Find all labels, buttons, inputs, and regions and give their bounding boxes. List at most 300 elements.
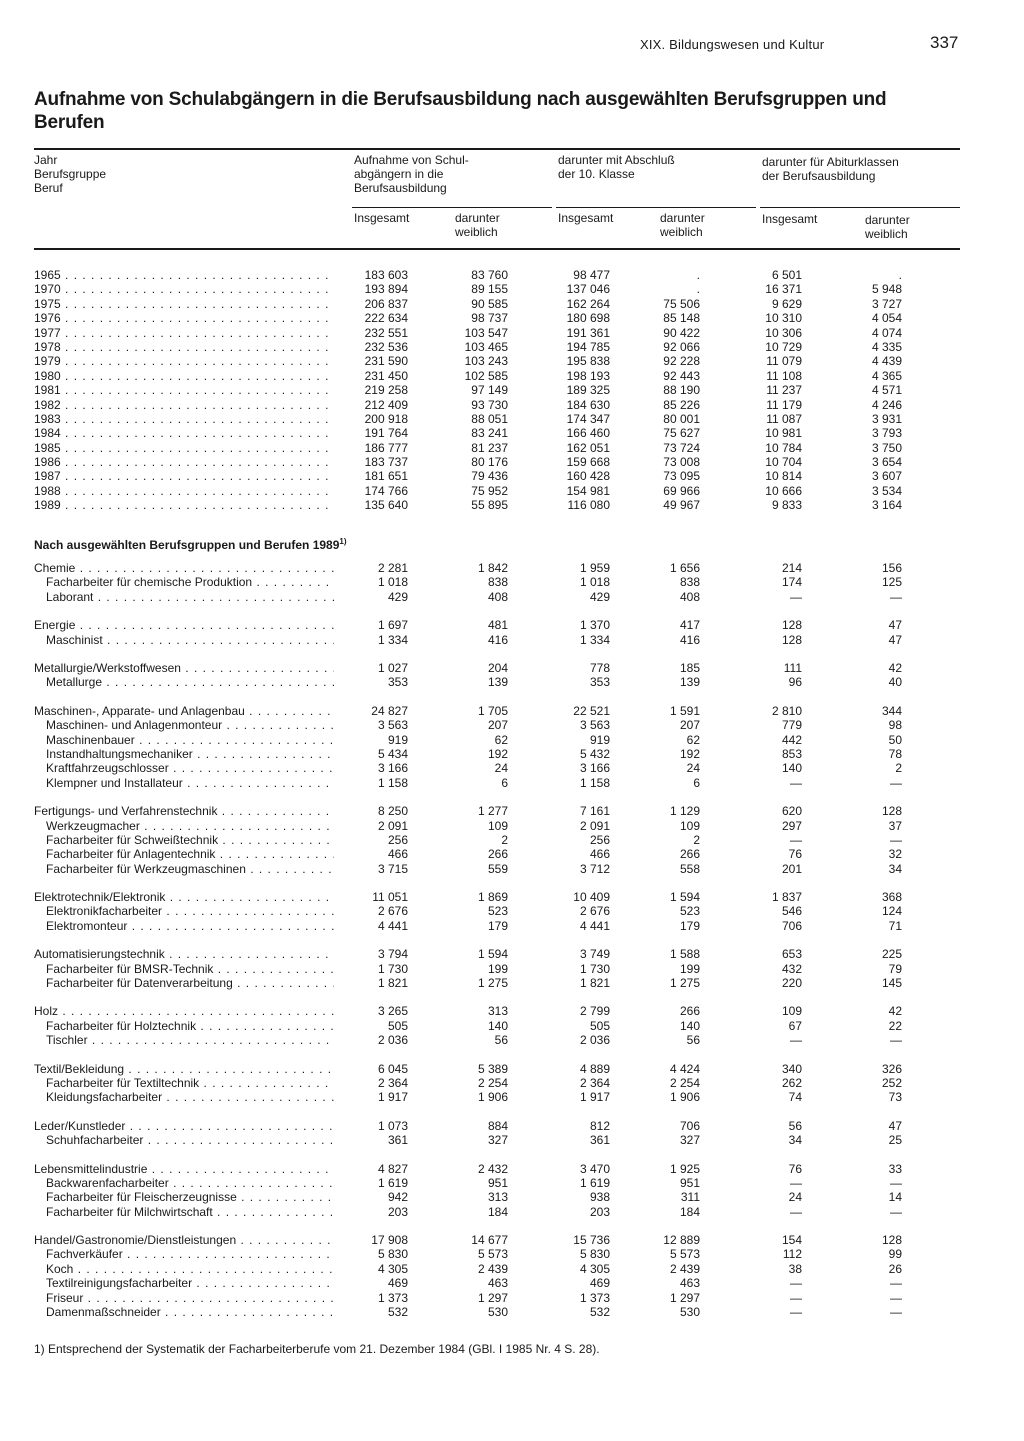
cell-value: 313 (487, 1190, 508, 1205)
table-row-year (34, 469, 960, 483)
cell-value: 25 (888, 1133, 902, 1148)
row-label: 1980 . . . (34, 369, 334, 383)
row-label: Klempner und Installateur . . . (46, 776, 334, 790)
cell-value: — (890, 1290, 902, 1305)
cell-value: 24 (788, 1190, 802, 1205)
cell-value: 10 306 (765, 325, 802, 340)
page-title: Aufnahme von Schulabgängern in die Berufsausbildung nach ausgewählten Berufsgruppen und Berufen (34, 89, 887, 133)
table-row-occupation (34, 1190, 960, 1204)
cell-value: 1 821 (579, 976, 610, 991)
cell-value: 116 080 (567, 498, 610, 513)
cell-value: 207 (487, 718, 508, 733)
cell-value: — (790, 1033, 802, 1048)
cell-value: 6 045 (377, 1061, 408, 1076)
table-row-occupation (34, 1276, 960, 1290)
cell-value: 109 (679, 818, 700, 833)
table-row-occupation (34, 1076, 960, 1090)
cell-value: 183 737 (364, 455, 408, 470)
table-row-occupation (34, 747, 960, 761)
section-heading-label: Nach ausgewählten Berufsgruppen und Berufen 1989 (34, 537, 340, 552)
cell-value: 90 422 (663, 325, 700, 340)
cell-value: 1 619 (579, 1175, 610, 1190)
table-row-occupation (34, 919, 960, 933)
row-label: Metallurge . . . (46, 675, 334, 689)
cell-value: 2 364 (377, 1075, 408, 1090)
cell-value: 4 571 (871, 383, 902, 398)
cell-value: — (790, 1276, 802, 1291)
cell-value: 1 297 (669, 1290, 700, 1305)
cell-value: 3 750 (871, 440, 902, 455)
header-subrule-2 (556, 207, 756, 208)
cell-value: 3 166 (579, 761, 610, 776)
cell-value: 2 091 (377, 818, 408, 833)
cell-value: 1 277 (477, 804, 508, 819)
row-label: Fachverkäufer . . . (46, 1247, 334, 1261)
cell-value: 55 895 (471, 498, 508, 513)
cell-value: 5 830 (377, 1247, 408, 1262)
cell-value: 262 (781, 1075, 802, 1090)
row-label: Energie . . . (34, 618, 334, 632)
header-stub: Jahr Berufsgruppe Beruf (34, 153, 107, 195)
cell-value: 2 676 (579, 904, 610, 919)
cell-value: 231 590 (364, 354, 408, 369)
row-label: Facharbeiter für Schweißtechnik . . . (46, 833, 334, 847)
table-row-year (34, 426, 960, 440)
cell-value: 154 981 (566, 483, 610, 498)
row-label: Elektrotechnik/Elektronik . . . (34, 890, 334, 904)
section-heading-text (34, 535, 734, 552)
cell-value: 327 (679, 1133, 700, 1148)
cell-value: 47 (888, 1118, 902, 1133)
cell-value: 779 (781, 718, 802, 733)
cell-value: 3 749 (579, 947, 610, 962)
cell-value: 1 869 (477, 890, 508, 905)
row-label: Schuhfacharbeiter . . . (46, 1133, 334, 1147)
cell-value: 256 (387, 832, 408, 847)
table-row-year (34, 282, 960, 296)
header-group-10th-class: darunter mit Abschluß der 10. Klasse (558, 153, 675, 181)
cell-value: 183 603 (364, 268, 408, 282)
cell-value: 88 190 (663, 383, 700, 398)
row-label: Facharbeiter für Datenverarbeitung . . . (46, 976, 334, 990)
cell-value: — (890, 775, 902, 790)
table-row-occupation (34, 1090, 960, 1104)
cell-value: 6 (501, 775, 508, 790)
cell-value: . (696, 268, 700, 282)
cell-value: 10 666 (765, 483, 802, 498)
cell-value: 1 275 (477, 976, 508, 991)
cell-value: 853 (781, 746, 802, 761)
table-row-occupation (34, 590, 960, 604)
cell-value: 429 (589, 589, 610, 604)
cell-value: 432 (781, 961, 802, 976)
cell-value: 81 237 (471, 440, 508, 455)
cell-value: 706 (679, 1118, 700, 1133)
table-row-group (34, 1162, 960, 1176)
cell-value: 3 712 (579, 861, 610, 876)
cell-value: 204 (487, 660, 508, 675)
cell-value: 1 917 (377, 1090, 408, 1105)
cell-value: 353 (589, 675, 610, 690)
footnote: 1) Entsprechend der Systematik der Facharbeiterberufe vom 21. Dezember 1984 (GBl. I 1985 Nr. 4 S. 28). (34, 1342, 600, 1356)
cell-value: 98 477 (573, 268, 610, 282)
cell-value: 4 365 (871, 368, 902, 383)
cell-value: 22 (888, 1018, 902, 1033)
row-label: 1965 . . . (34, 268, 334, 282)
cell-value: 532 (589, 1305, 610, 1320)
cell-value: 838 (487, 575, 508, 590)
row-label: Facharbeiter für chemische Produktion . . . (46, 575, 334, 589)
cell-value: 83 241 (471, 426, 508, 441)
cell-value: 17 908 (371, 1233, 408, 1248)
cell-value: 10 814 (765, 469, 802, 484)
cell-value: 344 (881, 703, 902, 718)
cell-value: 125 (881, 575, 902, 590)
cell-value: 5 389 (477, 1061, 508, 1076)
cell-value: 11 237 (766, 383, 802, 398)
header-group-abitur: darunter für Abiturklassen der Berufsausbildung (762, 155, 899, 183)
footnote-mark: 1) (339, 536, 347, 546)
table-row-occupation (34, 733, 960, 747)
cell-value: 4 305 (579, 1261, 610, 1276)
cell-value: 361 (387, 1133, 408, 1148)
cell-value: 1 027 (377, 660, 408, 675)
row-label: Tischler . . . (46, 1033, 334, 1047)
cell-value: 73 095 (663, 469, 700, 484)
cell-value: 33 (888, 1161, 902, 1176)
cell-value: 2 (501, 832, 508, 847)
cell-value: 463 (487, 1276, 508, 1291)
cell-value: 442 (781, 732, 802, 747)
cell-value: 71 (888, 918, 902, 933)
cell-value: 266 (679, 1004, 700, 1019)
cell-value: 530 (679, 1305, 700, 1320)
cell-value: 558 (679, 861, 700, 876)
cell-value: 195 838 (566, 354, 610, 369)
cell-value: 10 981 (765, 426, 802, 441)
row-label: Lebensmittelindustrie . . . (34, 1162, 334, 1176)
cell-value: 16 371 (765, 282, 802, 297)
cell-value: 75 952 (471, 483, 508, 498)
cell-value: 102 585 (464, 368, 508, 383)
cell-value: 38 (788, 1261, 802, 1276)
cell-value: 128 (781, 618, 802, 633)
cell-value: 24 (686, 761, 700, 776)
table-row-year (34, 498, 960, 512)
cell-value: 4 889 (579, 1061, 610, 1076)
cell-value: 706 (781, 918, 802, 933)
row-label: 1978 . . . (34, 340, 334, 354)
row-label: Textil/Bekleidung . . . (34, 1062, 334, 1076)
table-row-year (34, 441, 960, 455)
cell-value: 884 (487, 1118, 508, 1133)
table-row-occupation (34, 1305, 960, 1319)
cell-value: 463 (679, 1276, 700, 1291)
row-label: 1985 . . . (34, 441, 334, 455)
cell-value: 466 (589, 847, 610, 862)
cell-value: 4 246 (871, 397, 902, 412)
cell-value: — (790, 1204, 802, 1219)
cell-value: 203 (387, 1204, 408, 1219)
section-heading (34, 535, 960, 552)
cell-value: 311 (680, 1190, 700, 1205)
cell-value: 79 436 (471, 469, 508, 484)
cell-value: 24 (494, 761, 508, 776)
cell-value: 10 310 (765, 311, 802, 326)
row-label: Facharbeiter für Milchwirtschaft . . . (46, 1205, 334, 1219)
cell-value: 1 730 (377, 961, 408, 976)
cell-value: 1 837 (771, 890, 802, 905)
cell-value: 212 409 (364, 397, 408, 412)
row-label: 1979 . . . (34, 354, 334, 368)
cell-value: 162 051 (566, 440, 610, 455)
table-row-group (34, 704, 960, 718)
table-row-occupation (34, 1019, 960, 1033)
cell-value: 14 (888, 1190, 902, 1205)
row-label: 1981 . . . (34, 383, 334, 397)
cell-value: 194 785 (566, 339, 610, 354)
header-total-2: Insgesamt (558, 211, 614, 225)
cell-value: 3 931 (871, 411, 902, 426)
row-label: Holz . . . (34, 1004, 334, 1018)
cell-value: 203 (589, 1204, 610, 1219)
page-number: 337 (930, 33, 959, 52)
table-row-year (34, 268, 960, 282)
row-label: 1983 . . . (34, 412, 334, 426)
cell-value: 160 428 (566, 469, 610, 484)
cell-value: 109 (781, 1004, 802, 1019)
cell-value: 98 737 (471, 311, 508, 326)
cell-value: 416 (679, 632, 700, 647)
row-label: Instandhaltungsmechaniker . . . (46, 747, 334, 761)
cell-value: — (790, 1305, 802, 1320)
cell-value: 429 (387, 589, 408, 604)
cell-value: 2 281 (377, 561, 408, 576)
cell-value: — (790, 1290, 802, 1305)
header-group-admissions: Aufnahme von Schul- abgängern in die Berufsausbildung (354, 153, 469, 195)
cell-value: 103 547 (464, 325, 508, 340)
cell-value: 8 250 (377, 804, 408, 819)
cell-value: 3 265 (377, 1004, 408, 1019)
cell-value: — (790, 832, 802, 847)
cell-value: 1 656 (669, 561, 700, 576)
row-label: Textilreinigungsfacharbeiter . . . (46, 1276, 334, 1290)
cell-value: 15 736 (573, 1233, 610, 1248)
cell-value: 505 (387, 1018, 408, 1033)
row-label: Leder/Kunstleder . . . (34, 1119, 334, 1133)
cell-value: 3 563 (579, 718, 610, 733)
row-label: Friseur . . . (46, 1291, 334, 1305)
table-row-group (34, 661, 960, 675)
cell-value: 97 149 (471, 383, 508, 398)
header-female-3: darunter weiblich (865, 213, 910, 241)
table-row-year (34, 326, 960, 340)
cell-value: 34 (888, 861, 902, 876)
cell-value: 266 (487, 847, 508, 862)
cell-value: 951 (487, 1175, 508, 1190)
cell-value: 145 (881, 976, 902, 991)
cell-value: 1 018 (579, 575, 610, 590)
cell-value: 78 (888, 746, 902, 761)
cell-value: 2 254 (477, 1075, 508, 1090)
cell-value: 11 087 (766, 411, 802, 426)
header-subrule-3 (760, 207, 960, 208)
cell-value: 266 (679, 847, 700, 862)
cell-value: 353 (387, 675, 408, 690)
cell-value: 1 925 (669, 1161, 700, 1176)
cell-value: 99 (888, 1247, 902, 1262)
cell-value: . (898, 268, 902, 282)
cell-value: 90 585 (471, 296, 508, 311)
cell-value: — (890, 1276, 902, 1291)
cell-value: 74 (788, 1090, 802, 1105)
cell-value: 838 (679, 575, 700, 590)
cell-value: 523 (487, 904, 508, 919)
cell-value: 140 (679, 1018, 700, 1033)
cell-value: 1 821 (377, 976, 408, 991)
row-label: Facharbeiter für Fleischerzeugnisse . . . (46, 1190, 334, 1204)
cell-value: 83 760 (471, 268, 508, 282)
row-label: Maschinen-, Apparate- und Anlagenbau . . . (34, 704, 334, 718)
cell-value: 47 (888, 632, 902, 647)
table-row-year (34, 383, 960, 397)
row-label: 1982 . . . (34, 398, 334, 412)
cell-value: 523 (679, 904, 700, 919)
cell-value: 1 373 (377, 1290, 408, 1305)
row-label: Facharbeiter für Anlagentechnik . . . (46, 847, 334, 861)
cell-value: 222 634 (364, 311, 408, 326)
cell-value: 417 (679, 618, 700, 633)
cell-value: 1 594 (669, 890, 700, 905)
table-row-occupation (34, 1291, 960, 1305)
cell-value: 5 432 (579, 746, 610, 761)
cell-value: 189 325 (566, 383, 610, 398)
cell-value: 10 704 (765, 455, 802, 470)
row-label: Damenmaßschneider . . . (46, 1305, 334, 1319)
row-label: Backwarenfacharbeiter . . . (46, 1176, 334, 1190)
cell-value: 232 551 (364, 325, 408, 340)
cell-value: 76 (788, 1161, 802, 1176)
table-row-group (34, 1062, 960, 1076)
cell-value: 14 677 (471, 1233, 508, 1248)
row-label: Laborant . . . (46, 590, 334, 604)
cell-value: 26 (888, 1261, 902, 1276)
row-label: Facharbeiter für BMSR-Technik . . . (46, 962, 334, 976)
cell-value: 62 (686, 732, 700, 747)
table-row-group (34, 947, 960, 961)
table-row-occupation (34, 819, 960, 833)
cell-value: 326 (881, 1061, 902, 1076)
cell-value: — (790, 589, 802, 604)
cell-value: 214 (781, 561, 802, 576)
row-label: Elektromonteur . . . (46, 919, 334, 933)
table-row-year (34, 340, 960, 354)
cell-value: 951 (679, 1175, 700, 1190)
table-header-bottom-rule (34, 248, 960, 250)
cell-value: 361 (589, 1133, 610, 1148)
row-label: 1984 . . . (34, 426, 334, 440)
cell-value: 98 (888, 718, 902, 733)
row-label: 1987 . . . (34, 469, 334, 483)
row-label: Werkzeugmacher . . . (46, 819, 334, 833)
row-label: Koch . . . (46, 1262, 334, 1276)
cell-value: 179 (679, 918, 700, 933)
cell-value: 1 705 (477, 703, 508, 718)
table-row-group (34, 561, 960, 575)
cell-value: 466 (387, 847, 408, 862)
cell-value: 4 424 (669, 1061, 700, 1076)
table-row-occupation (34, 1133, 960, 1147)
cell-value: 653 (781, 947, 802, 962)
cell-value: 76 (788, 847, 802, 862)
header-female-2: darunter weiblich (660, 211, 705, 239)
cell-value: 10 729 (765, 339, 802, 354)
cell-value: 174 766 (364, 483, 408, 498)
cell-value: 186 777 (364, 440, 408, 455)
cell-value: 191 361 (566, 325, 610, 340)
cell-value: 40 (888, 675, 902, 690)
cell-value: 11 051 (372, 890, 408, 905)
cell-value: 185 (679, 660, 700, 675)
row-label: Fertigungs- und Verfahrenstechnik . . . (34, 804, 334, 818)
cell-value: 109 (487, 818, 508, 833)
cell-value: 49 967 (663, 498, 700, 513)
cell-value: 199 (487, 961, 508, 976)
cell-value: 220 (781, 976, 802, 991)
cell-value: 184 (487, 1204, 508, 1219)
row-label: Maschinenbauer . . . (46, 733, 334, 747)
table-row-occupation (34, 1262, 960, 1276)
row-label: 1977 . . . (34, 326, 334, 340)
cell-value: 1 906 (477, 1090, 508, 1105)
cell-value: 11 108 (766, 368, 802, 383)
cell-value: 73 008 (663, 455, 700, 470)
cell-value: 92 443 (663, 368, 700, 383)
cell-value: 93 730 (471, 397, 508, 412)
cell-value: 4 074 (871, 325, 902, 340)
cell-value: 3 470 (579, 1161, 610, 1176)
cell-value: — (790, 1175, 802, 1190)
cell-value: 62 (494, 732, 508, 747)
cell-value: — (890, 589, 902, 604)
cell-value: 67 (788, 1018, 802, 1033)
cell-value: 3 654 (871, 455, 902, 470)
table-row-year (34, 311, 960, 325)
table-row-occupation (34, 718, 960, 732)
cell-value: 11 079 (766, 354, 802, 369)
cell-value: 207 (679, 718, 700, 733)
cell-value: 80 176 (471, 455, 508, 470)
table-row-occupation (34, 776, 960, 790)
cell-value: 812 (589, 1118, 610, 1133)
cell-value: 200 918 (364, 411, 408, 426)
cell-value: 4 335 (871, 339, 902, 354)
cell-value: 198 193 (566, 368, 610, 383)
cell-value: 778 (589, 660, 610, 675)
row-label: 1989 . . . (34, 498, 334, 512)
cell-value: 368 (881, 890, 902, 905)
cell-value: 232 536 (364, 339, 408, 354)
cell-value: 3 164 (871, 498, 902, 513)
table-row-group (34, 618, 960, 632)
cell-value: 1 334 (377, 632, 408, 647)
cell-value: 942 (387, 1190, 408, 1205)
cell-value: 2 091 (579, 818, 610, 833)
cell-value: 1 842 (477, 561, 508, 576)
row-label: 1988 . . . (34, 484, 334, 498)
cell-value: 2 036 (377, 1033, 408, 1048)
cell-value: 505 (589, 1018, 610, 1033)
